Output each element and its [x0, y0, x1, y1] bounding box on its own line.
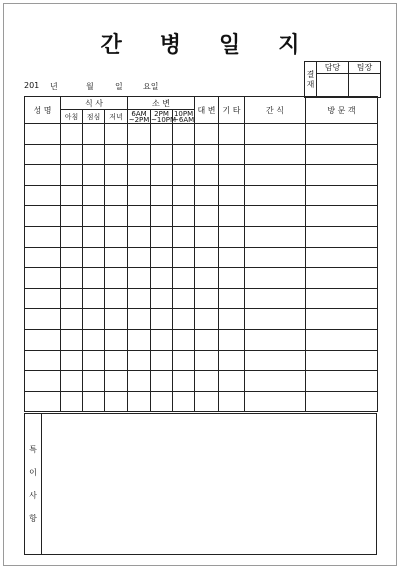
cell-urine-1[interactable]	[128, 268, 151, 289]
cell-visitor[interactable]	[306, 144, 378, 165]
cell-dinner[interactable]	[105, 185, 128, 206]
cell-visitor[interactable]	[306, 226, 378, 247]
cell-breakfast[interactable]	[61, 371, 83, 392]
cell-name[interactable]	[25, 206, 61, 227]
cell-snack[interactable]	[245, 350, 306, 371]
cell-urine-2[interactable]	[151, 268, 173, 289]
table-row	[25, 371, 378, 392]
special-notes-box	[24, 413, 377, 555]
header-urine-slot-2: 2PM ~10PM	[151, 109, 177, 124]
cell-snack[interactable]	[245, 268, 306, 289]
cell-urine-2[interactable]	[151, 165, 173, 186]
cell-breakfast[interactable]	[61, 391, 83, 412]
cell-stool[interactable]	[195, 268, 219, 289]
cell-stool[interactable]	[195, 226, 219, 247]
approval-box	[304, 61, 381, 98]
date-year-unit: 년	[50, 82, 58, 91]
cell-dinner[interactable]	[105, 329, 128, 350]
cell-snack[interactable]	[245, 391, 306, 412]
cell-breakfast[interactable]	[61, 309, 83, 330]
cell-lunch[interactable]	[83, 124, 105, 145]
cell-other[interactable]	[219, 371, 245, 392]
cell-dinner[interactable]	[105, 268, 128, 289]
cell-dinner[interactable]	[105, 288, 128, 309]
cell-dinner[interactable]	[105, 165, 128, 186]
cell-stool[interactable]	[195, 309, 219, 330]
cell-visitor[interactable]	[306, 185, 378, 206]
cell-dinner[interactable]	[105, 309, 128, 330]
cell-stool[interactable]	[195, 371, 219, 392]
cell-urine-1[interactable]	[128, 350, 151, 371]
cell-other[interactable]	[219, 124, 245, 145]
date-weekday-unit: 요일	[143, 82, 159, 91]
cell-other[interactable]	[219, 247, 245, 268]
cell-name[interactable]	[25, 124, 61, 145]
cell-stool[interactable]	[195, 350, 219, 371]
cell-stool[interactable]	[195, 329, 219, 350]
cell-stool[interactable]	[195, 288, 219, 309]
cell-stool[interactable]	[195, 391, 219, 412]
cell-lunch[interactable]	[83, 391, 105, 412]
cell-other[interactable]	[219, 226, 245, 247]
cell-urine-2[interactable]	[151, 391, 173, 412]
header-dinner: 저녁	[105, 110, 128, 124]
cell-lunch[interactable]	[83, 185, 105, 206]
cell-urine-2[interactable]	[151, 206, 173, 227]
cell-urine-2[interactable]	[151, 247, 173, 268]
cell-dinner[interactable]	[105, 124, 128, 145]
table-row	[25, 165, 378, 186]
cell-other[interactable]	[219, 309, 245, 330]
date-day-unit: 일	[115, 82, 123, 91]
cell-snack[interactable]	[245, 247, 306, 268]
header-breakfast: 아침	[61, 110, 83, 124]
header-other: 기 타	[219, 97, 245, 124]
cell-breakfast[interactable]	[61, 288, 83, 309]
table-row	[25, 185, 378, 206]
cell-stool[interactable]	[195, 124, 219, 145]
cell-urine-2[interactable]	[151, 226, 173, 247]
table-row	[25, 268, 378, 289]
cell-snack[interactable]	[245, 144, 306, 165]
cell-urine-1[interactable]	[128, 206, 151, 227]
cell-other[interactable]	[219, 288, 245, 309]
cell-name[interactable]	[25, 165, 61, 186]
cell-dinner[interactable]	[105, 391, 128, 412]
cell-urine-3[interactable]	[173, 226, 195, 247]
care-log-table	[24, 96, 378, 412]
cell-stool[interactable]	[195, 165, 219, 186]
cell-stool[interactable]	[195, 185, 219, 206]
cell-other[interactable]	[219, 206, 245, 227]
cell-visitor[interactable]	[306, 247, 378, 268]
cell-snack[interactable]	[245, 124, 306, 145]
cell-breakfast[interactable]	[61, 124, 83, 145]
header-urine-slot-1: 6AM ~2PM	[128, 109, 150, 124]
header-meal: 식 사	[61, 97, 128, 110]
cell-stool[interactable]	[195, 247, 219, 268]
table-row	[25, 144, 378, 165]
cell-visitor[interactable]	[306, 329, 378, 350]
cell-breakfast[interactable]	[61, 206, 83, 227]
cell-breakfast[interactable]	[61, 247, 83, 268]
cell-lunch[interactable]	[83, 165, 105, 186]
cell-name[interactable]	[25, 309, 61, 330]
table-row	[25, 329, 378, 350]
cell-stool[interactable]	[195, 206, 219, 227]
special-notes-field[interactable]	[42, 414, 376, 554]
cell-urine-1[interactable]	[128, 144, 151, 165]
header-urine: 소 변	[128, 97, 195, 110]
cell-other[interactable]	[219, 144, 245, 165]
cell-urine-2[interactable]	[151, 329, 173, 350]
header-name: 성 명	[25, 97, 61, 124]
header-urine-slot-3: 10PM ~6AM	[173, 109, 195, 124]
approval-sign-teamlead[interactable]	[349, 74, 381, 98]
cell-breakfast[interactable]	[61, 144, 83, 165]
header-visitor: 방 문 객	[306, 97, 378, 124]
cell-name[interactable]	[25, 288, 61, 309]
title-char: 병	[159, 33, 181, 58]
cell-lunch[interactable]	[83, 226, 105, 247]
cell-urine-2[interactable]	[151, 309, 173, 330]
cell-breakfast[interactable]	[61, 226, 83, 247]
care-log-rows	[25, 124, 378, 412]
cell-visitor[interactable]	[306, 309, 378, 330]
cell-lunch[interactable]	[83, 288, 105, 309]
cell-name[interactable]	[25, 350, 61, 371]
cell-urine-1[interactable]	[128, 124, 151, 145]
cell-dinner[interactable]	[105, 350, 128, 371]
cell-visitor[interactable]	[306, 124, 378, 145]
cell-snack[interactable]	[245, 185, 306, 206]
cell-other[interactable]	[219, 350, 245, 371]
cell-name[interactable]	[25, 391, 61, 412]
cell-snack[interactable]	[245, 329, 306, 350]
cell-dinner[interactable]	[105, 371, 128, 392]
cell-urine-1[interactable]	[128, 165, 151, 186]
header-lunch: 점심	[83, 110, 105, 124]
cell-dinner[interactable]	[105, 144, 128, 165]
cell-name[interactable]	[25, 226, 61, 247]
cell-visitor[interactable]	[306, 206, 378, 227]
cell-urine-3[interactable]	[173, 268, 195, 289]
cell-lunch[interactable]	[83, 309, 105, 330]
cell-urine-2[interactable]	[151, 350, 173, 371]
cell-urine-3[interactable]	[173, 247, 195, 268]
approval-col-teamlead: 팀장	[349, 62, 381, 74]
header-snack: 간 식	[245, 97, 306, 124]
cell-lunch[interactable]	[83, 206, 105, 227]
title-char: 일	[219, 33, 241, 58]
cell-snack[interactable]	[245, 288, 306, 309]
title-char: 간	[100, 33, 122, 58]
cell-urine-3[interactable]	[173, 350, 195, 371]
cell-urine-1[interactable]	[128, 247, 151, 268]
table-row	[25, 206, 378, 227]
cell-lunch[interactable]	[83, 371, 105, 392]
cell-visitor[interactable]	[306, 268, 378, 289]
cell-urine-2[interactable]	[151, 124, 173, 145]
cell-urine-2[interactable]	[151, 185, 173, 206]
cell-snack[interactable]	[245, 371, 306, 392]
cell-urine-3[interactable]	[173, 124, 195, 145]
cell-dinner[interactable]	[105, 247, 128, 268]
cell-other[interactable]	[219, 391, 245, 412]
approval-side-label: 결 재	[305, 62, 317, 98]
date-line	[24, 81, 158, 92]
cell-dinner[interactable]	[105, 206, 128, 227]
date-month-unit: 월	[86, 82, 94, 91]
cell-lunch[interactable]	[83, 329, 105, 350]
cell-snack[interactable]	[245, 226, 306, 247]
cell-urine-1[interactable]	[128, 371, 151, 392]
cell-visitor[interactable]	[306, 350, 378, 371]
table-row	[25, 124, 378, 145]
cell-lunch[interactable]	[83, 247, 105, 268]
cell-urine-1[interactable]	[128, 329, 151, 350]
cell-urine-2[interactable]	[151, 288, 173, 309]
cell-urine-1[interactable]	[128, 185, 151, 206]
date-year[interactable]: 201	[24, 81, 40, 90]
cell-urine-3[interactable]	[173, 206, 195, 227]
cell-snack[interactable]	[245, 309, 306, 330]
cell-urine-3[interactable]	[173, 309, 195, 330]
table-row	[25, 288, 378, 309]
cell-snack[interactable]	[245, 206, 306, 227]
approval-sign-manager[interactable]	[317, 74, 349, 98]
cell-name[interactable]	[25, 247, 61, 268]
cell-urine-3[interactable]	[173, 391, 195, 412]
cell-urine-3[interactable]	[173, 329, 195, 350]
cell-breakfast[interactable]	[61, 329, 83, 350]
cell-lunch[interactable]	[83, 144, 105, 165]
cell-urine-2[interactable]	[151, 371, 173, 392]
title-char: 지	[278, 33, 300, 58]
cell-name[interactable]	[25, 144, 61, 165]
table-row	[25, 350, 378, 371]
cell-urine-1[interactable]	[128, 391, 151, 412]
cell-name[interactable]	[25, 329, 61, 350]
cell-dinner[interactable]	[105, 226, 128, 247]
special-notes-label: 특 이 사 항	[25, 414, 42, 554]
table-row	[25, 226, 378, 247]
cell-visitor[interactable]	[306, 371, 378, 392]
cell-name[interactable]	[25, 268, 61, 289]
cell-snack[interactable]	[245, 165, 306, 186]
cell-urine-3[interactable]	[173, 185, 195, 206]
header-stool: 대 변	[195, 97, 219, 124]
cell-stool[interactable]	[195, 144, 219, 165]
cell-visitor[interactable]	[306, 391, 378, 412]
table-row	[25, 391, 378, 412]
table-row	[25, 309, 378, 330]
cell-other[interactable]	[219, 185, 245, 206]
cell-visitor[interactable]	[306, 165, 378, 186]
cell-visitor[interactable]	[306, 288, 378, 309]
page-title	[0, 28, 400, 59]
cell-other[interactable]	[219, 329, 245, 350]
cell-other[interactable]	[219, 268, 245, 289]
cell-urine-3[interactable]	[173, 288, 195, 309]
cell-urine-1[interactable]	[128, 226, 151, 247]
cell-breakfast[interactable]	[61, 185, 83, 206]
cell-breakfast[interactable]	[61, 350, 83, 371]
cell-urine-3[interactable]	[173, 165, 195, 186]
cell-urine-3[interactable]	[173, 144, 195, 165]
cell-urine-1[interactable]	[128, 288, 151, 309]
cell-lunch[interactable]	[83, 268, 105, 289]
cell-breakfast[interactable]	[61, 268, 83, 289]
cell-urine-3[interactable]	[173, 371, 195, 392]
cell-name[interactable]	[25, 185, 61, 206]
cell-urine-1[interactable]	[128, 309, 151, 330]
cell-name[interactable]	[25, 371, 61, 392]
cell-other[interactable]	[219, 165, 245, 186]
approval-col-manager: 담당	[317, 62, 349, 74]
cell-breakfast[interactable]	[61, 165, 83, 186]
cell-lunch[interactable]	[83, 350, 105, 371]
cell-urine-2[interactable]	[151, 144, 173, 165]
table-row	[25, 247, 378, 268]
